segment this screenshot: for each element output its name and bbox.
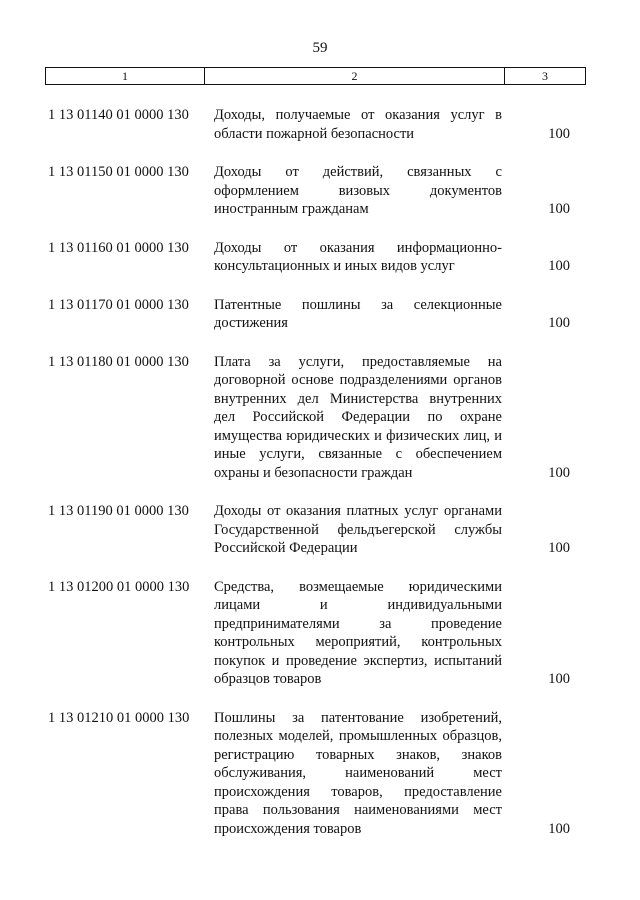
revenue-value: 100 xyxy=(548,820,570,837)
revenue-code: 1 13 01170 01 0000 130 xyxy=(48,296,189,313)
page-number: 59 xyxy=(312,40,328,56)
table-row xyxy=(48,239,588,276)
revenue-description: Средства, возмещаемые юридическими лицами и индивидуальными предпринимателями за проведение контрольных мероприятий, контрольных покупок и проведение экспертиз, испытаний образцов товаров xyxy=(214,578,502,687)
revenue-description: Плата за услуги, предоставляемые на договорной основе подразделениями органов внутренних дел Министерства внутренних дел Российской Федерации по охране имущества юридических и физических лиц, и иные услуги, связанные с обеспечением охраны и безопасности граждан xyxy=(214,353,502,481)
revenue-description: Патентные пошлины за селекционные достижения xyxy=(214,296,502,331)
header-col-1: 1 xyxy=(46,68,205,84)
table-row xyxy=(48,578,588,689)
revenue-description: Доходы от действий, связанных с оформлением визовых документов иностранным гражданам xyxy=(214,164,502,217)
revenue-value: 100 xyxy=(548,315,570,331)
revenue-value: 100 xyxy=(548,671,570,687)
revenue-description: Доходы, получаемые от оказания услуг в области пожарной безопасности xyxy=(214,107,502,142)
table-row xyxy=(48,709,588,839)
revenue-description: Доходы от оказания платных услуг органами Государственной фельдъегерской службы Российской Федерации xyxy=(214,503,502,556)
revenue-code: 1 13 01180 01 0000 130 xyxy=(48,353,189,370)
revenue-value: 100 xyxy=(548,201,570,217)
revenue-value: 100 xyxy=(548,258,570,274)
revenue-code: 1 13 01190 01 0000 130 xyxy=(48,503,189,519)
revenue-value: 100 xyxy=(548,125,570,142)
revenue-code: 1 13 01150 01 0000 130 xyxy=(48,164,189,180)
revenue-code: 1 13 01160 01 0000 130 xyxy=(48,239,189,256)
revenue-description: Доходы от оказания информационно-консультационных и иных видов услуг xyxy=(214,239,502,274)
revenue-value: 100 xyxy=(548,464,570,481)
revenue-value: 100 xyxy=(548,540,570,556)
table-row xyxy=(48,296,588,333)
table-row xyxy=(48,502,588,558)
header-col-3: 3 xyxy=(542,69,548,83)
table-row xyxy=(48,353,588,483)
revenue-code: 1 13 01200 01 0000 130 xyxy=(48,578,190,595)
table-row xyxy=(48,163,588,219)
table-row xyxy=(48,106,588,143)
header-col-2: 2 xyxy=(205,68,505,84)
revenue-code: 1 13 01210 01 0000 130 xyxy=(48,709,190,726)
table-header xyxy=(45,67,586,85)
revenue-code: 1 13 01140 01 0000 130 xyxy=(48,107,189,123)
revenue-description: Пошлины за патентование изобретений, полезных моделей, промышленных образцов, регистрацию товарных знаков, знаков обслуживания, наименований мест происхождения товаров, предоставление права пользования наименованиями мест происхождения товаров xyxy=(214,709,502,837)
table-body xyxy=(48,106,588,858)
